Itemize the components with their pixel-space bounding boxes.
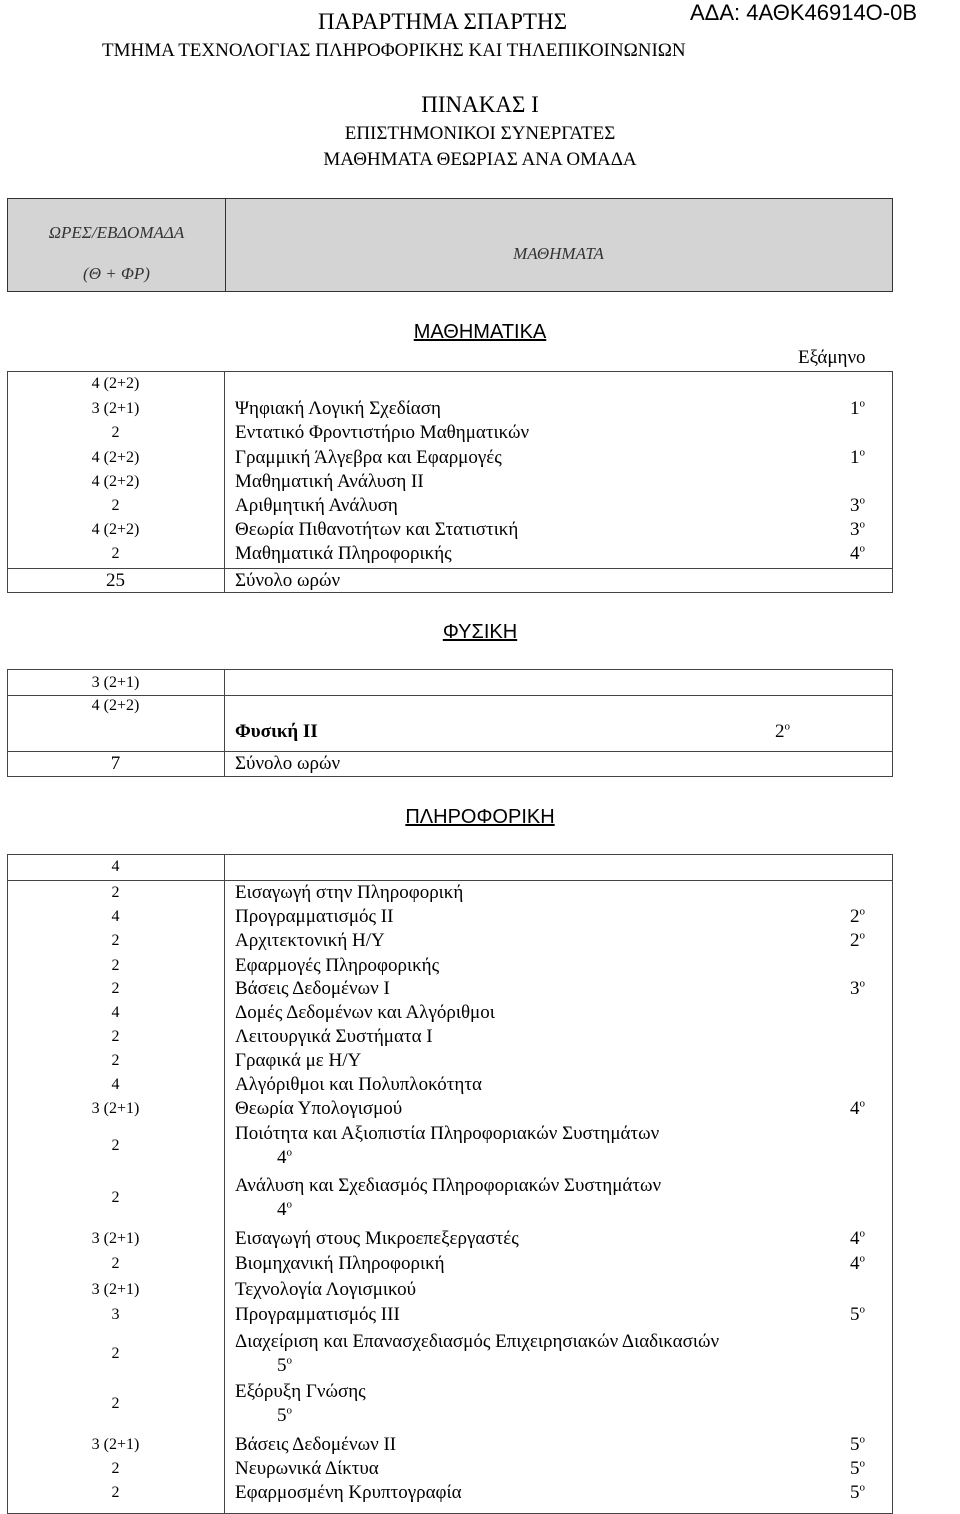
info-course-semester: $5^o$: [850, 1433, 865, 1455]
info-row: [7, 1097, 893, 1121]
math-course-name: Εντατικό Φροντιστήριο Μαθηματικών: [235, 422, 530, 443]
department-title: ΤΜΗΜΑ ΤΕΧΝΟΛΟΓΙΑΣ ΠΛΗΡΟΦΟΡΙΚΗΣ ΚΑΙ ΤΗΛΕΠΙΚΟΙΝΩΝΙΩΝ: [102, 40, 686, 61]
info-course-name: Προγραμματισμός ΙΙ: [235, 906, 394, 927]
table-title: ΠΙΝΑΚΑΣ Ι: [421, 92, 539, 117]
math-course-semester: $3^o$: [850, 518, 865, 540]
info-course-name: Εξόρυξη Γνώσης: [235, 1381, 366, 1402]
info-hours: 2: [111, 932, 120, 949]
math-hours: 4 (2+2): [91, 521, 140, 538]
info-course-semester: $4^o$: [277, 1198, 292, 1220]
hours-subheader: (Θ + ΦΡ): [83, 264, 150, 283]
table-subtitle-2: ΜΑΘΗΜΑΤΑ ΘΕΩΡΙΑΣ ΑΝΑ ΟΜΑΔΑ: [323, 149, 637, 170]
math-row: [7, 470, 893, 494]
info-course-name: Εφαρμογές Πληροφορικής: [235, 955, 440, 976]
info-row: [7, 954, 893, 978]
info-hours: 2: [111, 1052, 120, 1069]
info-course-semester: $2^o$: [850, 905, 865, 927]
math-course-semester: $1^o$: [850, 446, 865, 468]
info-course-semester: $5^o$: [850, 1303, 865, 1325]
info-hours: 2: [111, 1028, 120, 1045]
info-course-name: Δομές Δεδομένων και Αλγόριθμοι: [235, 1002, 495, 1023]
info-row: [7, 1001, 893, 1025]
math-row: [7, 421, 893, 445]
info-course-semester: $5^o$: [850, 1481, 865, 1503]
info-row: [7, 1457, 893, 1481]
info-course-semester: $5^o$: [277, 1354, 292, 1376]
info-course-name: Βάσεις Δεδομένων ΙΙ: [235, 1434, 397, 1455]
math-total-row: [7, 569, 893, 593]
info-row: [7, 1330, 893, 1378]
info-course-name: Εισαγωγή στην Πληροφορική: [235, 882, 464, 903]
physics-hours-row-2: [7, 694, 893, 718]
hours-header: ΩΡΕΣ/ΕΒΔΟΜΑΔΑ: [48, 223, 185, 242]
math-course-name: Θεωρία Πιθανοτήτων και Στατιστική: [235, 519, 519, 540]
info-course-name: Βιομηχανική Πληροφορική: [235, 1253, 445, 1274]
info-row: [7, 1380, 893, 1428]
math-row: [7, 446, 893, 470]
physics-total-row: [7, 752, 893, 776]
info-row: [7, 1481, 893, 1505]
math-course-semester: $4^o$: [850, 542, 865, 564]
info-hours: 2: [111, 1395, 120, 1412]
ada-code: ΑΔΑ: 4ΑΘΚ46914Ο-0Β: [690, 0, 918, 25]
math-course-name: Γραμμική Άλγεβρα και Εφαρμογές: [235, 447, 502, 468]
info-row: [7, 1049, 893, 1073]
physics-hours-1: 3 (2+1): [91, 674, 140, 691]
info-course-name: Γραφικά με Η/Υ: [235, 1050, 362, 1071]
info-course-name: Τεχνολογία Λογισμικού: [235, 1279, 417, 1300]
info-hours: 2: [111, 1460, 120, 1477]
info-row: [7, 905, 893, 929]
math-hours: 2: [111, 424, 120, 441]
info-row: [7, 1073, 893, 1097]
info-hours: 3 (2+1): [91, 1436, 140, 1453]
info-row: [7, 1025, 893, 1049]
info-course-name: Διαχείριση και Επανασχεδιασμός Επιχειρησιακών Διαδικασιών: [235, 1331, 720, 1352]
info-hours: 2: [111, 1137, 120, 1154]
info-hours: 2: [111, 1345, 120, 1362]
info-hours: 2: [111, 957, 120, 974]
branch-title: ΠΑΡΑΡΤΗΜΑ ΣΠΑΡΤΗΣ: [318, 9, 567, 34]
info-course-name: Αρχιτεκτονική Η/Υ: [235, 930, 385, 951]
math-hours: 2: [111, 545, 120, 562]
table-subtitle-1: ΕΠΙΣΤΗΜΟΝΙΚΟΙ ΣΥΝΕΡΓΑΤΕΣ: [344, 123, 616, 144]
math-course-semester: $1^o$: [850, 397, 865, 419]
math-course-name: Μαθηματικά Πληροφορικής: [235, 543, 452, 564]
physics-course-row: [7, 720, 893, 744]
info-hours: 4: [111, 1076, 120, 1093]
physics-course-name: Φυσική ΙΙ: [235, 721, 318, 742]
info-course-semester: $4^o$: [277, 1146, 292, 1168]
math-section-title: ΜΑΘΗΜΑΤΙΚΑ: [413, 321, 547, 343]
info-row: [7, 1433, 893, 1457]
courses-header: ΜΑΘΗΜΑΤΑ: [513, 244, 604, 263]
info-hours: 3 (2+1): [91, 1281, 140, 1298]
informatics-section-title: ΠΛΗΡΟΦΟΡΙΚΗ: [405, 806, 555, 828]
math-total-hours: 25: [106, 570, 125, 591]
info-row: [7, 929, 893, 953]
info-hours: 2: [111, 980, 120, 997]
math-row: [7, 372, 893, 396]
info-course-name: Βάσεις Δεδομένων Ι: [235, 978, 390, 999]
info-course-name: Ανάλυση και Σχεδιασμός Πληροφοριακών Συστημάτων: [235, 1175, 662, 1196]
info-hours: 4: [111, 1004, 120, 1021]
physics-total-hours: 7: [110, 753, 121, 774]
math-course-name: Μαθηματική Ανάλυση ΙΙ: [235, 471, 424, 492]
info-course-name: Εισαγωγή στους Μικροεπεξεργαστές: [235, 1228, 519, 1249]
info-hours: 2: [111, 1255, 120, 1272]
info-course-name: Θεωρία Υπολογισμού: [235, 1098, 403, 1119]
info-row: [7, 1122, 893, 1170]
physics-hours-row-1: [7, 671, 893, 695]
info-hours: 2: [111, 1484, 120, 1501]
info-hours: 2: [111, 1189, 120, 1206]
info-row: [7, 1227, 893, 1251]
math-hours: 4 (2+2): [91, 473, 140, 490]
info-hours: 3: [111, 1306, 120, 1323]
info-row: [7, 1278, 893, 1302]
math-row: [7, 397, 893, 421]
math-hours: 2: [111, 497, 120, 514]
info-course-name: Αλγόριθμοι και Πολυπλοκότητα: [235, 1074, 482, 1095]
math-hours: 4 (2+2): [91, 375, 140, 392]
info-hours: 4: [111, 908, 120, 925]
info-row: [7, 1174, 893, 1222]
info-row: [7, 977, 893, 1001]
info-course-semester: $5^o$: [850, 1457, 865, 1479]
info-course-semester: $4^o$: [850, 1227, 865, 1249]
math-course-name: Ψηφιακή Λογική Σχεδίαση: [235, 398, 441, 419]
physics-course-semester: $2^o$: [775, 720, 790, 742]
math-row: [7, 518, 893, 542]
physics-hours-2: 4 (2+2): [91, 697, 140, 714]
info-course-name: Ποιότητα και Αξιοπιστία Πληροφοριακών Συστημάτων: [235, 1123, 660, 1144]
info-course-semester: $3^o$: [850, 977, 865, 999]
info-course-semester: $2^o$: [850, 929, 865, 951]
info-course-semester: $4^o$: [850, 1252, 865, 1274]
info-row: [7, 881, 893, 905]
semester-label: Εξάμηνο: [798, 347, 866, 368]
math-course-name: Αριθμητική Ανάλυση: [235, 495, 398, 516]
info-hours: 4: [111, 858, 120, 875]
physics-section-title: ΦΥΣΙΚΗ: [442, 621, 518, 643]
physics-total-label: Σύνολο ωρών: [235, 753, 341, 774]
math-course-semester: $3^o$: [850, 494, 865, 516]
info-row: [7, 1303, 893, 1327]
math-hours: 4 (2+2): [91, 449, 140, 466]
info-hours: 3 (2+1): [91, 1230, 140, 1247]
info-row: [7, 1252, 893, 1276]
info-course-name: Λειτουργικά Συστήματα Ι: [235, 1026, 433, 1047]
math-total-label: Σύνολο ωρών: [235, 570, 341, 591]
info-course-name: Προγραμματισμός ΙΙΙ: [235, 1304, 400, 1325]
math-row: [7, 494, 893, 518]
info-course-semester: $4^o$: [850, 1097, 865, 1119]
info-course-name: Εφαρμοσμένη Κρυπτογραφία: [235, 1482, 462, 1503]
column-header: [7, 198, 893, 292]
info-hours: 2: [111, 884, 120, 901]
math-row: [7, 542, 893, 566]
info-row: [7, 855, 893, 879]
info-hours: 3 (2+1): [91, 1100, 140, 1117]
math-hours: 3 (2+1): [91, 400, 140, 417]
info-course-name: Νευρωνικά Δίκτυα: [235, 1458, 379, 1479]
info-course-semester: $5^o$: [277, 1404, 292, 1426]
